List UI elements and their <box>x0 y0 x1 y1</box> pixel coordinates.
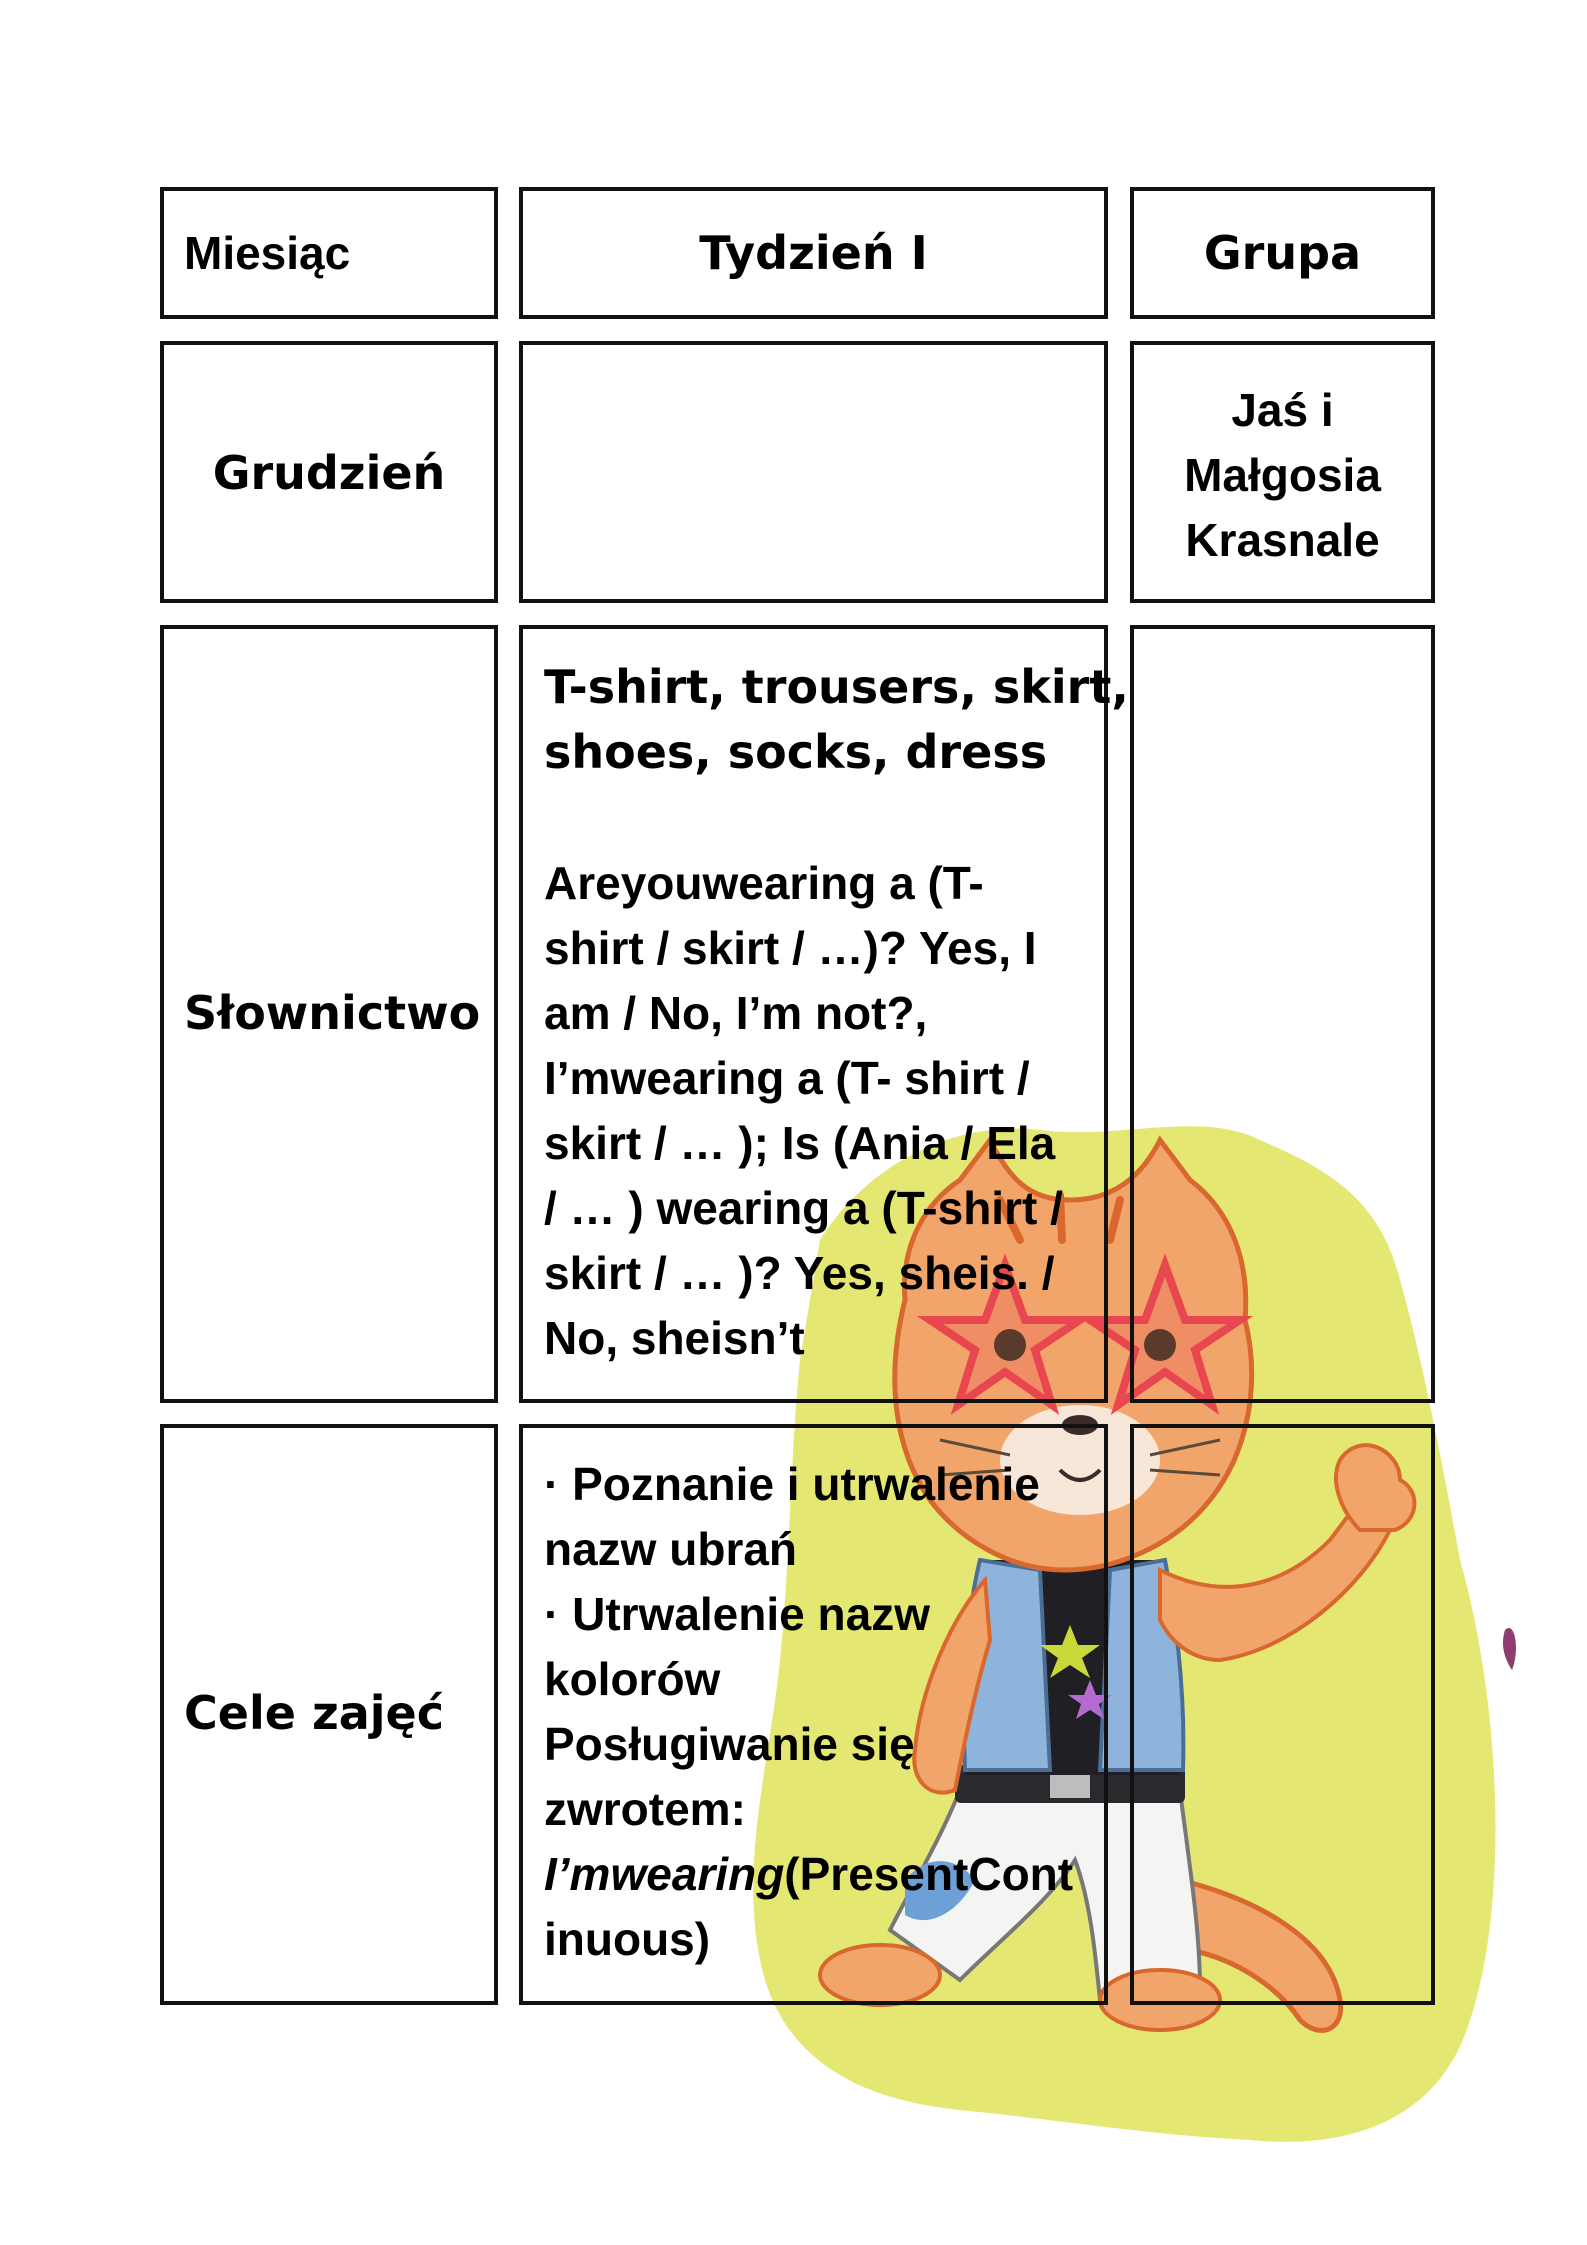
week-header-label: Tydzień I <box>699 226 928 280</box>
goal-after-italic: (PresentCont <box>784 1848 1074 1900</box>
group-value-lines <box>1130 378 1435 573</box>
goal-italic-phrase: I’mwearing <box>544 1848 785 1900</box>
week-value-cell <box>519 341 1108 603</box>
goal-line: inuous) <box>544 1913 711 1965</box>
goal-line: kolorów <box>544 1653 721 1705</box>
goals-list <box>544 1452 1073 1972</box>
vocab-phrase-line: skirt / … )? Yes, sheis. / <box>544 1247 1055 1299</box>
vocab-phrase-line: / … ) wearing a (T-shirt / <box>544 1182 1063 1234</box>
vocab-phrase-line: am / No, I’m not?, <box>544 987 928 1039</box>
goal-line-mixed <box>544 1842 1073 1907</box>
vocab-line: T-shirt, trousers, skirt, <box>544 660 1129 714</box>
vocab-phrase-line: I’mwearing a (T- shirt / <box>544 1052 1030 1104</box>
goal-line: zwrotem: <box>544 1783 746 1835</box>
vocab-phrase-line: No, sheisn’t <box>544 1312 805 1364</box>
vocab-phrase-line: shirt / skirt / …)? Yes, I <box>544 922 1037 974</box>
group-header-label: Grupa <box>1203 226 1362 280</box>
vocab-line: shoes, socks, dress <box>544 725 1048 779</box>
vocab-phrases <box>544 851 1063 1371</box>
vocab-phrase-line: skirt / … ); Is (Ania / Ela <box>544 1117 1056 1169</box>
group-line: Jaś i <box>1231 384 1334 436</box>
goal-line: nazw ubrań <box>544 1523 798 1575</box>
goal-line: · Poznanie i utrwalenie <box>544 1458 1040 1510</box>
vocab-label: Słownictwo <box>184 986 481 1040</box>
vocab-phrase-line: Areyouwearing a (T- <box>544 857 984 909</box>
goal-line: Posługiwanie się <box>544 1718 915 1770</box>
month-value: Grudzień <box>212 446 446 500</box>
vocab-words <box>544 655 1129 785</box>
vocab-group-cell <box>1130 625 1435 1403</box>
goals-group-cell <box>1130 1424 1435 2005</box>
goal-line: · Utrwalenie nazw <box>544 1588 930 1640</box>
group-line: Małgosia <box>1184 449 1381 501</box>
group-line: Krasnale <box>1185 514 1380 566</box>
month-header-label: Miesiąc <box>184 227 351 279</box>
goals-label: Cele zajęć <box>184 1686 444 1740</box>
